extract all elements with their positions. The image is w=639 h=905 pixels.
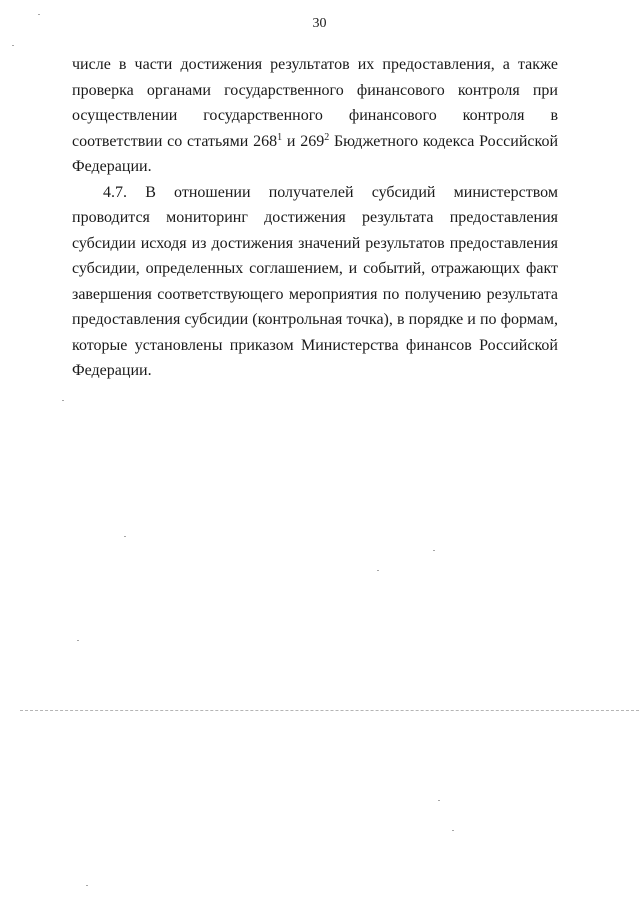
- paragraph-continuation: [72, 52, 558, 180]
- scan-speck: [86, 885, 88, 886]
- document-body: [72, 52, 558, 384]
- paragraph-text-middle: и 269: [282, 132, 325, 150]
- scan-speck: [124, 536, 126, 537]
- scan-speck: [62, 400, 64, 401]
- paragraph-text-after: Бюджетного кодекса Российской Федерации.: [72, 132, 559, 175]
- scan-speck: [438, 800, 440, 801]
- scan-artifact-line: [20, 710, 639, 711]
- scan-speck: [38, 14, 40, 15]
- article-superscript-1: 1: [277, 131, 283, 143]
- scan-speck: [452, 830, 454, 831]
- paragraph-text-before: числе в части достижения результатов их предоставления, а также проверка органами государственного финансового контроля при осуществлении государственного финансового контроля в соответствии со статьями 268: [72, 56, 558, 150]
- paragraph-4-7: 4.7. В отношении получателей субсидий министерством проводится мониторинг достижения результата предоставления субсидии исходя из достижения значений результатов предоставления субсидии, определенных соглашением, и событий, отражающих факт завершения соответствующего мероприятия по получению результата предоставления субсидии (контрольная точка), в порядке и по формам, которые установлены приказом Министерства финансов Российской Федерации.: [72, 183, 558, 379]
- scan-speck: [433, 550, 435, 551]
- page-number: 30: [312, 16, 327, 31]
- scan-speck: [77, 640, 79, 641]
- scan-speck: [377, 570, 379, 571]
- article-superscript-2: 2: [324, 131, 330, 143]
- scan-speck: [12, 45, 14, 46]
